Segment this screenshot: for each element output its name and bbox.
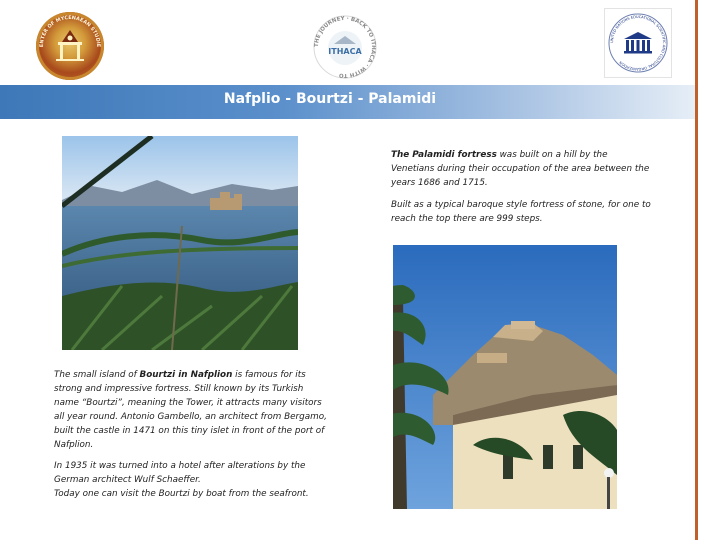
bourtzi-photo [62,136,298,350]
right-accent-rule [695,0,698,540]
palamidi-photo [393,245,617,509]
unesco-logo [604,8,672,78]
palamidi-paragraph-2: Built as a typical baroque style fortress of stone, for one to reach the top there are 999 steps. [391,200,651,224]
bourtzi-paragraph-2-line-2: Today one can visit the Bourtzi by boat from the seafront. [54,489,309,499]
bourtzi-paragraph-1 [54,368,329,452]
ithaca-journey-logo [312,14,378,80]
bourtzi-paragraph-2 [54,459,334,501]
logo-center-brand: ITHACA [328,47,362,56]
logo-center-ring-text: THE JOURNEY · BACK TO ITHACA · WITH TO [313,15,377,79]
palamidi-paragraph-1-rest: was built on a hill by the Venetians during their occupation of the area between the years 1686 and 1715. [391,150,650,188]
palamidi-paragraph-1-bold: The Palamidi fortress [391,150,497,160]
title-band [0,85,695,119]
bourtzi-paragraph-1-intro: The small island of [54,370,140,380]
page-title: Nafplio - Bourtzi - Palamidi [223,91,437,107]
logo-left-ring-text: ENTER OF MYCENAEAN STUDIE [38,14,102,48]
bourtzi-paragraph-2-line-1: In 1935 it was turned into a hotel after alterations by the German architect Wulf Schaeffer. [54,461,306,485]
bourtzi-paragraph-1-rest: is famous for its strong and impressive fortress. Still known by its Turkish name “Bourtzi”, meaning the Tower, it attracts many visitors all year round. Antonio Gambello, an architect from Bergamo, built the castle in 1471 on this tiny islet in front of the port of Nafplion. [54,370,327,450]
logo-right-ring-text: UNITED NATIONS EDUCATIONAL SCIENTIFIC AND CULTURAL ORGANIZATION [609,14,667,72]
mycenaean-studies-logo [36,12,104,80]
palamidi-paragraph-1 [391,148,651,190]
bourtzi-paragraph-1-bold: Bourtzi in Nafplion [139,370,233,380]
